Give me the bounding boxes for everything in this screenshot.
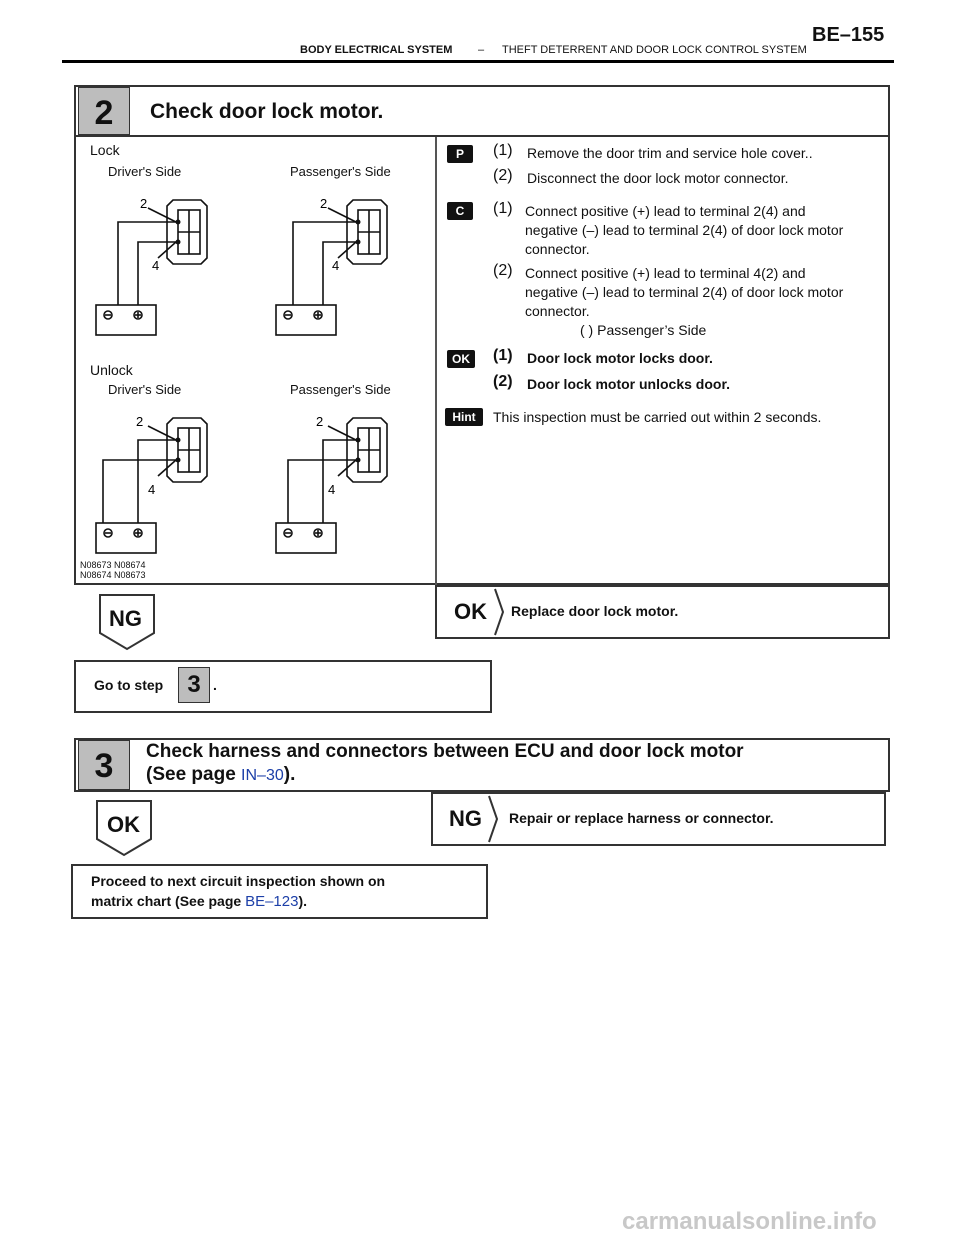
goto-step-badge[interactable]: 3	[178, 667, 210, 703]
proceed-page-link[interactable]: BE–123	[245, 893, 299, 910]
prep-1-text: Remove the door trim and service hole cover..	[527, 145, 813, 161]
ok-2-text: Door lock motor unlocks door.	[527, 376, 731, 392]
ok-label-step2: OK	[454, 599, 487, 624]
goto-text: Go to step	[94, 677, 164, 693]
section-title: BODY ELECTRICAL SYSTEM	[300, 44, 453, 56]
watermark: carmanualsonline.info	[622, 1208, 877, 1235]
lock-passenger-terminal-4: 4	[332, 258, 340, 273]
hint-text: This inspection must be carried out within 2 seconds.	[493, 409, 822, 425]
check-2-number: (2)	[493, 262, 513, 279]
lock-passenger-terminal-2: 2	[320, 196, 328, 211]
prep-2-text: Disconnect the door lock motor connector.	[527, 170, 789, 186]
ok-label-step3: OK	[107, 812, 140, 837]
ng-label-step3: NG	[449, 806, 482, 831]
ok-1-text: Door lock motor locks door.	[527, 350, 713, 366]
goto-end: .	[213, 677, 217, 693]
lock-label: Lock	[90, 142, 120, 158]
step3-title-line1: Check harness and connectors between ECU and door lock motor	[146, 741, 744, 762]
proceed-line1: Proceed to next circuit inspection shown on	[91, 873, 386, 889]
check-tag: C	[447, 202, 473, 220]
connector-diagram-unlock-driver	[78, 398, 248, 558]
ok-tag: OK	[447, 350, 475, 368]
prep-tag: P	[447, 145, 473, 163]
unlock-label: Unlock	[90, 362, 133, 378]
step3-title-line2	[146, 763, 295, 787]
step3-title-bar	[74, 738, 890, 792]
figure-divider	[435, 137, 437, 585]
ok-1-number: (1)	[493, 347, 513, 364]
prep-1-number: (1)	[493, 142, 513, 159]
connector-diagram-unlock-passenger	[258, 398, 428, 558]
ng-label-step2: NG	[109, 606, 142, 631]
check-1-number: (1)	[493, 200, 513, 217]
step2-title: Check door lock motor.	[150, 100, 384, 123]
subsection-title: THEFT DETERRENT AND DOOR LOCK CONTROL SYSTEM	[502, 44, 807, 56]
step3-title-pre: (See page	[146, 764, 236, 785]
lock-passengers-side-label: Passenger's Side	[290, 164, 391, 179]
prep-2-number: (2)	[493, 167, 513, 184]
step2-title-bar	[74, 85, 890, 137]
check-1-text: Connect positive (+) lead to terminal 2(4) and negative (–) lead to terminal 2(4) of door lock motor connector.	[525, 203, 844, 257]
wiring-figure	[78, 140, 433, 582]
step2-number-badge: 2	[78, 87, 130, 135]
header-separator: –	[478, 44, 485, 56]
step3-title-post: ).	[283, 764, 296, 785]
unlock-driver-terminal-2: 2	[136, 414, 144, 429]
connector-diagram-lock-passenger	[258, 180, 428, 340]
step3-page-link[interactable]: IN–30	[241, 767, 284, 784]
lock-driver-terminal-2: 2	[140, 196, 148, 211]
ok-2-number: (2)	[493, 373, 513, 390]
proceed-post: ).	[298, 893, 308, 909]
unlock-passengers-side-label: Passenger's Side	[290, 382, 391, 397]
check-2-text: Connect positive (+) lead to terminal 4(2) and negative (–) lead to terminal 2(4) of door lock motor connector.	[525, 265, 844, 319]
unlock-drivers-side-label: Driver's Side	[108, 382, 182, 397]
figure-id: N08673 N08674 N08674 N08673	[80, 560, 146, 580]
step3-number-badge: 3	[78, 740, 130, 790]
unlock-driver-terminal-4: 4	[148, 482, 156, 497]
ok-action-step2: Replace door lock motor.	[511, 603, 679, 619]
unlock-passenger-terminal-4: 4	[328, 482, 336, 497]
proceed-pre: matrix chart (See page	[91, 893, 242, 909]
hint-tag: Hint	[445, 408, 483, 426]
check-note: ( ) Passenger’s Side	[580, 322, 707, 338]
lock-drivers-side-label: Driver's Side	[108, 164, 182, 179]
lock-driver-terminal-4: 4	[152, 258, 160, 273]
proceed-line2	[91, 893, 307, 910]
header-rule	[62, 60, 894, 63]
page-number: BE–155	[812, 24, 885, 46]
ng-action-step3: Repair or replace harness or connector.	[509, 810, 774, 826]
connector-diagram-lock-driver	[78, 180, 248, 340]
unlock-passenger-terminal-2: 2	[316, 414, 324, 429]
